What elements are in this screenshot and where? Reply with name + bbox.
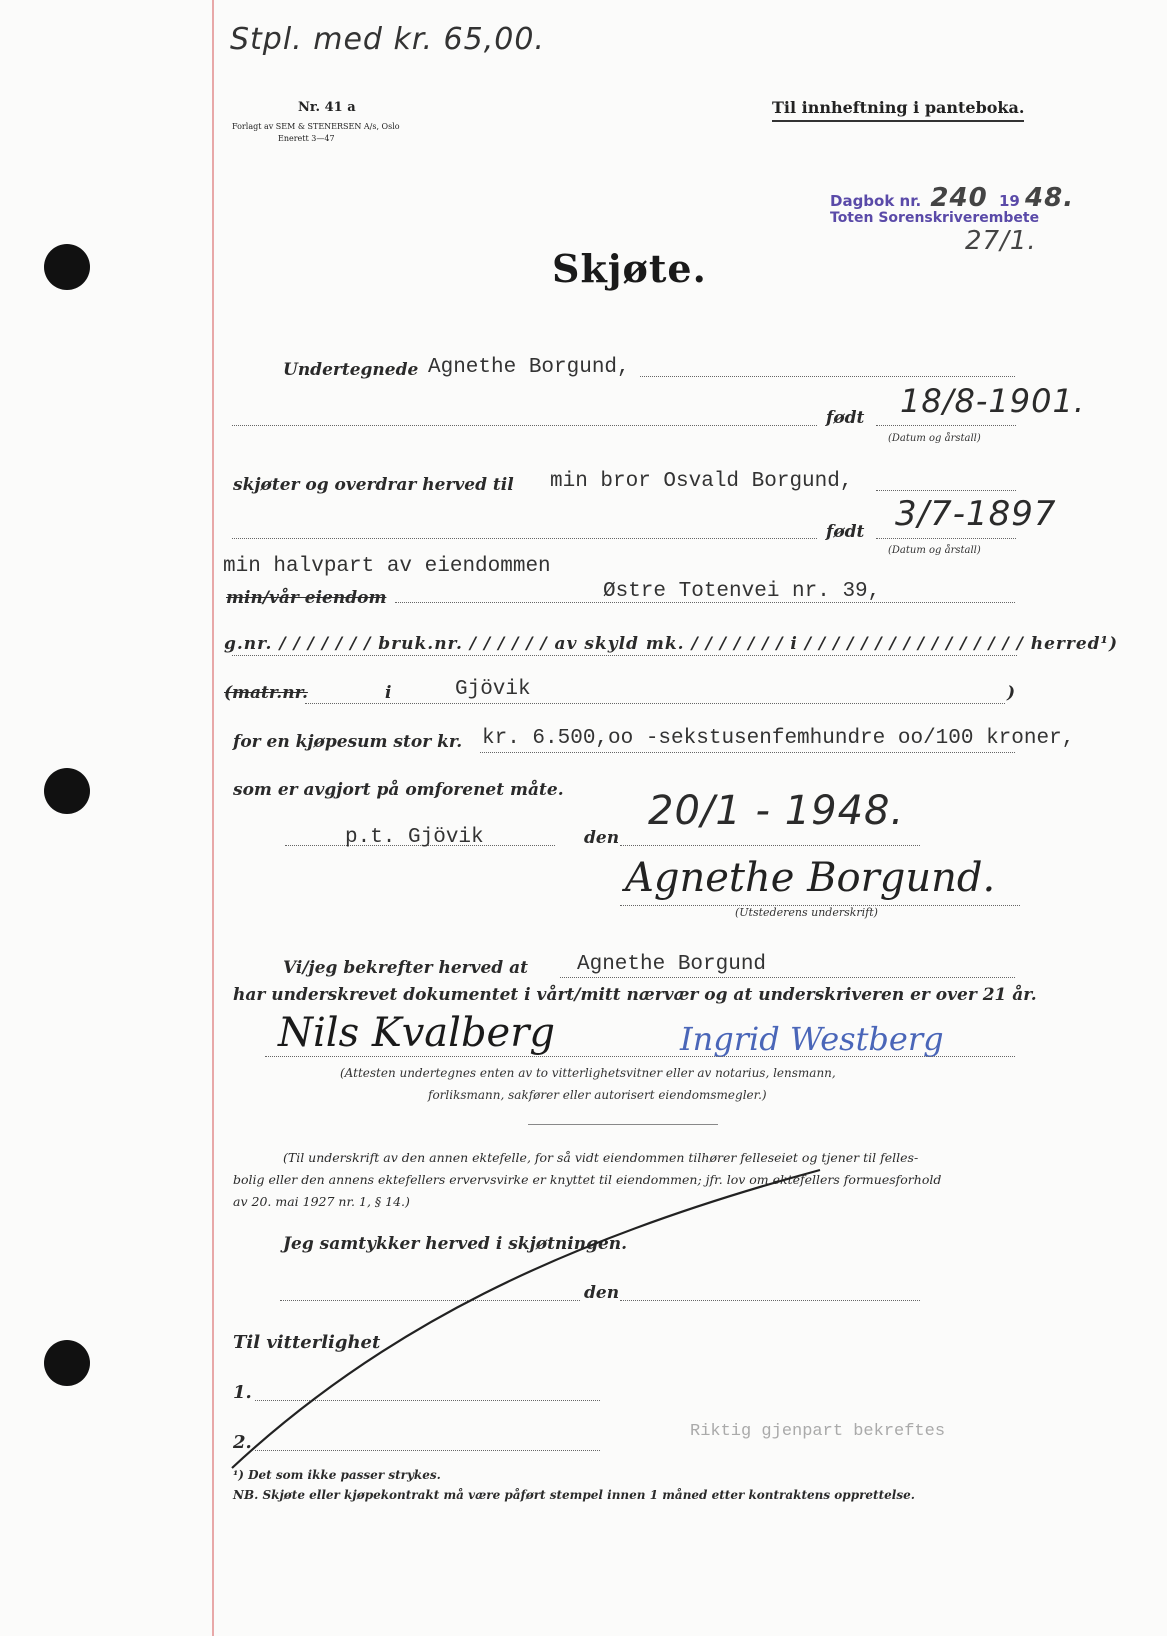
signature-agnethe: Agnethe Borgund.	[625, 855, 996, 901]
spouse-note-3: av 20. mai 1927 nr. 1, § 14.)	[233, 1194, 410, 1209]
undertegnede-label: Undertegnede	[283, 360, 419, 380]
underskrevet-text: har underskrevet dokumentet i vårt/mitt nærvær og at underskriveren er over 21 år.	[233, 985, 1037, 1005]
footnote-2: NB. Skjøte eller kjøpekontrakt må være påført stempel innen 1 måned etter kontraktens opprettelse.	[233, 1488, 915, 1502]
witness-number-2: 2.	[233, 1432, 252, 1453]
matr-value: Gjövik	[455, 678, 531, 701]
matr-close: )	[1007, 683, 1016, 703]
undertegnede-value: Agnethe Borgund,	[428, 356, 630, 379]
dagbok-stamp-line-2: Toten Sorenskriverembete	[830, 210, 1040, 226]
datum-note-1: (Datum og årstall)	[888, 433, 981, 444]
matr-i: i	[385, 683, 392, 703]
eiendom-value: Østre Totenvei nr. 39,	[603, 580, 881, 603]
avgjort-text: som er avgjort på omforenet måte.	[233, 780, 564, 800]
datum-note-2: (Datum og årstall)	[888, 545, 981, 556]
den-label: den	[584, 828, 620, 848]
dagbok-year-prefix: 19	[998, 192, 1020, 210]
header-til-innheftning: Til innheftning i panteboka.	[772, 98, 1024, 122]
eiendom-label: min/vår eiendom	[226, 588, 387, 608]
fodt-label-1: født	[826, 408, 865, 428]
fodt-value-1: 18/8-1901.	[900, 382, 1086, 420]
faint-stamp: Riktig gjenpart bekreftes	[690, 1422, 946, 1441]
spouse-note-2: bolig eller den annens ektefellers ervervsvirke er knyttet til eiendommen; jfr. lov om ektefellers formuesforhold	[233, 1172, 942, 1187]
samtykker-text: Jeg samtykker herved i skjøtningen.	[283, 1234, 628, 1254]
dagbok-number: 240	[930, 183, 988, 213]
kjopesum-label: for en kjøpesum stor kr.	[233, 732, 463, 752]
attest-note-2: forliksmann, sakfører eller autorisert eiendomsmegler.)	[428, 1088, 767, 1102]
kjopesum-value: kr. 6.500,oo -sekstusenfemhundre oo/100 kroner,	[482, 727, 1075, 750]
gnr-line-struck: g.nr. / / / / / / / bruk.nr. / / / / / / av skyld mk. / / / / / / / i / / / / / / / / / / / / / / / / herred¹)	[224, 634, 1119, 654]
dagbok-year: 48.	[1025, 183, 1075, 213]
publisher-line-2: Enerett 3—47	[278, 134, 335, 143]
publisher-line-1: Forlagt av SEM & STENERSEN A/s, Oslo	[232, 122, 400, 131]
bekrefter-value: Agnethe Borgund	[577, 953, 767, 976]
fodt-label-2: født	[826, 522, 865, 542]
attest-note-1: (Attesten undertegnes enten av to vitterlighetsvitner eller av notarius, lensmann,	[340, 1066, 836, 1080]
bekrefter-label: bekrefter herved at	[343, 958, 528, 978]
dagbok-date: 27/1.	[965, 226, 1037, 256]
typed-insert-halvpart: min halvpart av eiendommen	[223, 555, 551, 578]
matr-label: (matr.nr.	[224, 683, 308, 703]
footnote-1: ¹) Det som ikke passer strykes.	[233, 1468, 441, 1482]
til-vitterlighet: Til vitterlighet	[233, 1332, 381, 1353]
vi-jeg: Vi/jeg	[283, 958, 338, 978]
fodt-value-2: 3/7-1897	[895, 494, 1057, 534]
handwritten-fee-note: Stpl. med kr. 65,00.	[230, 22, 545, 57]
spouse-note-1: (Til underskrift av den annen ektefelle, for så vidt eiendommen tilhører felleseiet og tjener til felles-	[283, 1150, 919, 1165]
skjoter-value: min bror Osvald Borgund,	[550, 470, 853, 493]
utsteder-note: (Utstederens underskrift)	[735, 906, 878, 919]
witness-signature-1: Nils Kvalberg	[278, 1010, 555, 1056]
document-title: Skjøte.	[552, 246, 707, 291]
skjoter-label: skjøter og overdrar herved til	[233, 475, 514, 495]
witness-number-1: 1.	[233, 1382, 252, 1403]
date-value: 20/1 - 1948.	[648, 788, 905, 834]
dagbok-label: Dagbok nr.	[830, 192, 922, 210]
den-label-2: den	[584, 1283, 620, 1303]
place-value: p.t. Gjövik	[345, 826, 484, 849]
witness-signature-2: Ingrid Westberg	[680, 1020, 944, 1058]
form-number: Nr. 41 a	[298, 100, 356, 115]
